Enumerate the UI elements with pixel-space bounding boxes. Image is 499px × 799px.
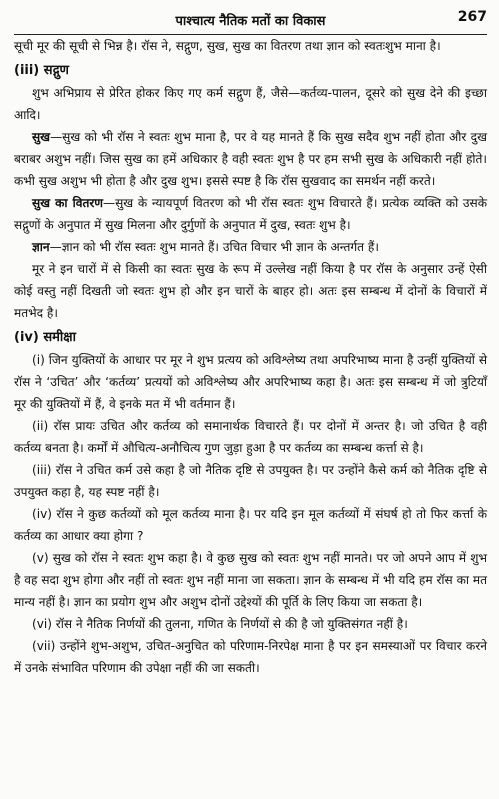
lead-term: सुख का वितरण bbox=[32, 196, 104, 210]
paragraph-text: —ज्ञान को भी रॉस स्वतः शुभ मानते हैं। उचित विचार भी ज्ञान के अन्तर्गत हैं। bbox=[49, 240, 379, 254]
lead-term: ज्ञान bbox=[32, 240, 50, 254]
paragraph: (ii) रॉस प्रायः उचित और कर्तव्य को समानार्थक विचारते हैं। पर दोनों में अन्तर है। जो उचित है वही कर्तव्य बनता है। कर्मों में औचित्य-अनौचित्य गुण जुड़ा हुआ है पर कर्तव्य का सम्बन्ध कर्त्ता से है। bbox=[14, 419, 487, 455]
running-title: पाश्चात्य नैतिक मतों का विकास bbox=[175, 14, 326, 29]
paragraph: (i) जिन युक्तियों के आधार पर मूर ने शुभ प्रत्यय को अविश्लेष्य तथा अपरिभाष्य माना है उन्हीं युक्तियों से रॉस ने ‘उचित’ और ‘कर्तव्य’ प्रत्ययों को अविश्लेष्य और अपरिभाष्य कहा है। अतः इस सम्बन्ध में जो त्रुटियाँ मूर की युक्तियों में हैं, वे इनके मत में भी वर्तमान हैं। bbox=[14, 353, 487, 411]
lead-term: सुख bbox=[32, 130, 51, 144]
paragraph bbox=[14, 192, 487, 236]
paragraph: (vi) रॉस ने नैतिक निर्णयों की तुलना, गणित के निर्णयों से की है जो युक्तिसंगत नहीं है। bbox=[32, 617, 408, 631]
paragraph bbox=[14, 236, 487, 258]
paragraph-text: —सुख के न्यायपूर्ण वितरण को भी रॉस स्वतः शुभ विचारते हैं। प्रत्येक व्यक्ति को उसके सद्गुणों के अनुपात में सुख मिलना और दुर्गुणों के अनुपात में दुख, स्वतः शुभ है। bbox=[14, 196, 487, 232]
paragraph-text: —सुख को भी रॉस ने स्वतः शुभ माना है, पर वे यह मानते हैं कि सुख सदैव शुभ नहीं होता और दुख बराबर अशुभ नहीं। जिस सुख का हमें अधिकार है वही स्वतः शुभ है पर हम सभी सुख के अधिकारी नहीं होते। कभी सुख अशुभ भी होता है और दुख शुभ। इससे स्पष्ट है कि रॉस सुखवाद का समर्थन नहीं करते। bbox=[14, 130, 487, 188]
page-body bbox=[14, 35, 487, 679]
section-heading: (iii) सद्गुण bbox=[14, 63, 69, 78]
running-header bbox=[14, 8, 487, 35]
paragraph: (iii) रॉस ने उचित कर्म उसे कहा है जो नैतिक दृष्टि से उपयुक्त है। पर उन्होंने कैसे कर्म को नैतिक दृष्टि से उपयुक्त कहा है, यह स्पष्ट नहीं है। bbox=[14, 463, 487, 499]
paragraph: (iv) रॉस ने कुछ कर्तव्यों को मूल कर्तव्य माना है। पर यदि इन मूल कर्तव्यों में संघर्ष हो तो फिर कर्त्ता के कर्तव्य का आधार क्या होगा ? bbox=[14, 507, 487, 543]
paragraph bbox=[14, 126, 487, 192]
paragraph: शुभ अभिप्राय से प्रेरित होकर किए गए कर्म सद्गुण हैं, जैसे—कर्तव्य-पालन, दूसरे को सुख देने की इच्छा आदि। bbox=[14, 86, 487, 122]
paragraph: सूची मूर की सूची से भिन्न है। रॉस ने, सद्गुण, सुख, सुख का वितरण तथा ज्ञान को स्वतःशुभ माना है। bbox=[14, 39, 441, 53]
paragraph: (vii) उन्होंने शुभ-अशुभ, उचित-अनुचित को परिणाम-निरपेक्ष माना है पर इन समस्याओं पर विचार करने में उनके संभावित परिणाम की उपेक्षा नहीं की जा सकती। bbox=[14, 639, 487, 675]
paragraph: (v) सुख को रॉस ने स्वतः शुभ कहा है। वे कुछ सुख को स्वतः शुभ नहीं मानते। पर जो अपने आप में शुभ है वह सदा शुभ होगा और नहीं तो स्वतः शुभ नहीं माना जा सकता। ज्ञान के सम्बन्ध में भी यदि हम रॉस का मत मान्य नहीं है। ज्ञान का प्रयोग शुभ और अशुभ दोनों उद्देश्यों की पूर्ति के लिए किया जा सकता है। bbox=[14, 551, 487, 609]
page-number: 267 bbox=[457, 9, 487, 25]
paragraph: मूर ने इन चारों में से किसी का स्वतः सुख के रूप में उल्लेख नहीं किया है पर रॉस के अनुसार उन्हें ऐसी कोई वस्तु नहीं दिखती जो स्वतः शुभ हो और इन चारों के बाहर हो। अतः इस सम्बन्ध में दोनों के विचारों में मतभेद है। bbox=[14, 262, 487, 320]
section-heading: (iv) समीक्षा bbox=[14, 330, 76, 345]
